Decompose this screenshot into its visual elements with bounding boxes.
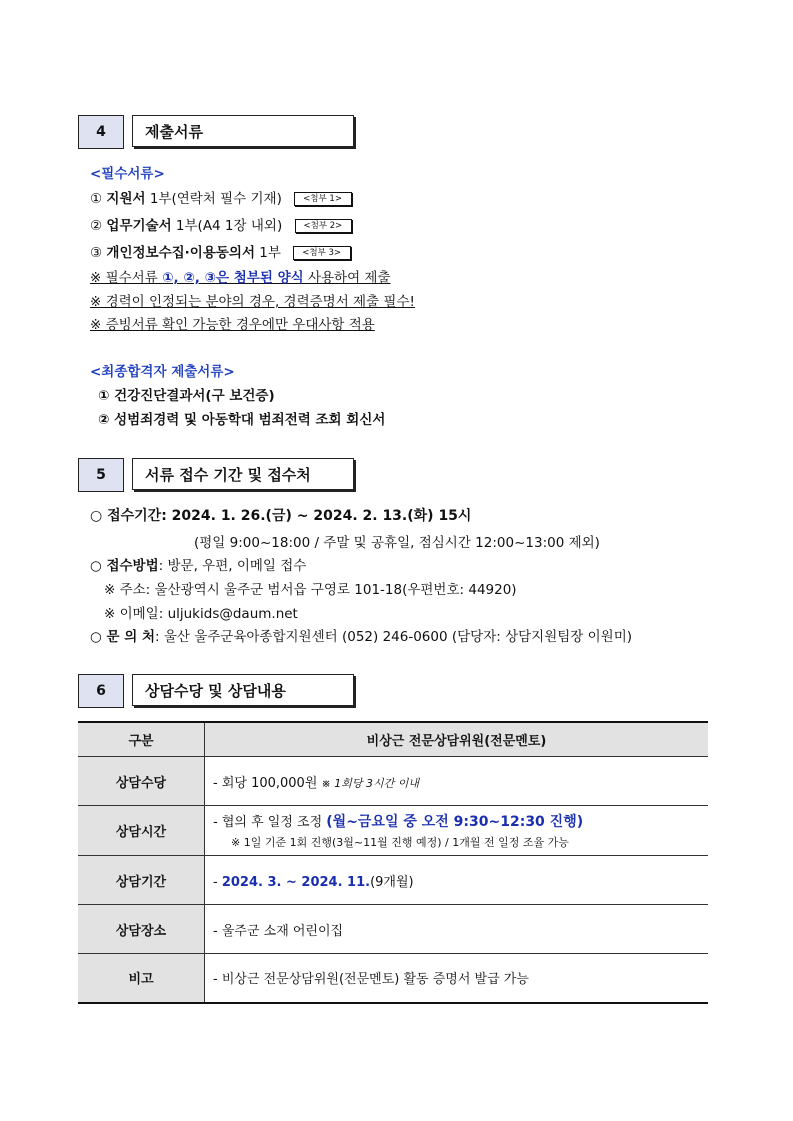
table-row (78, 905, 708, 954)
required-doc-2 (90, 214, 352, 234)
table-row (78, 856, 708, 905)
contact-line (90, 625, 632, 645)
note-text: ※ 필수서류 (90, 270, 163, 286)
time-value: - 협의 후 일정 조정 (213, 815, 327, 830)
row-label: 상담장소 (78, 905, 205, 954)
table-row (78, 757, 708, 806)
note-evidence: ※ 증빙서류 확인 가능한 경우에만 우대사항 적용 (90, 317, 375, 333)
final-doc-2: ② 성범죄경력 및 아동학대 범죄전력 조회 회신서 (98, 412, 386, 428)
row-label: 상담기간 (78, 856, 205, 905)
contact-label: ○ 문 의 처 (90, 629, 156, 645)
time-highlight: (월~금요일 중 오전 9:30~12:30 진행) (326, 814, 584, 830)
section-number: 6 (78, 674, 124, 708)
col-header-position: 비상근 전문상담위원(전문멘토) (205, 722, 709, 757)
email-line: ※ 이메일: uljukids@daum.net (104, 606, 298, 622)
period-value: : 2024. 1. 26.(금) ~ 2024. 2. 13.(화) 15시 (161, 508, 472, 524)
col-header-category: 구분 (78, 722, 205, 757)
doc-desc: 1부(A4 1장 내외) (175, 218, 283, 234)
note-career: ※ 경력이 인정되는 분야의 경우, 경력증명서 제출 필수! (90, 294, 415, 310)
row-value: - 울주군 소재 어린이집 (205, 905, 709, 954)
section-number: 5 (78, 458, 124, 492)
attachment-badge: <첨부 1> (294, 192, 352, 206)
table-row (78, 954, 708, 1003)
section-6-header (78, 674, 354, 708)
section-title: 상담수당 및 상담내용 (132, 674, 354, 706)
row-value: - 비상근 전문상담위원(전문멘토) 활동 증명서 발급 가능 (205, 954, 709, 1003)
attachment-badge: <첨부 3> (293, 246, 351, 260)
row-label: 비고 (78, 954, 205, 1003)
required-doc-3 (90, 241, 351, 261)
row-value (205, 806, 709, 856)
note-text: 사용하여 제출 (303, 270, 391, 286)
table-row (78, 806, 708, 856)
address-line: ※ 주소: 울산광역시 울주군 범서읍 구영로 101-18(우편번호: 44920) (104, 582, 517, 598)
marker: ② (90, 218, 103, 234)
attachment-badge: <첨부 2> (295, 219, 353, 233)
marker: ① (90, 191, 103, 207)
section-number: 4 (78, 115, 124, 149)
required-doc-1 (90, 187, 352, 207)
period-note: (평일 9:00~18:00 / 주말 및 공휴일, 점심시간 12:00~13:00 제외) (194, 535, 600, 551)
row-value (205, 757, 709, 806)
required-docs-heading: <필수서류> (90, 166, 165, 182)
method-value: : 방문, 우편, 이메일 접수 (158, 558, 307, 574)
note-highlight: ①, ②, ③은 첨부된 양식 (162, 270, 304, 286)
doc-name: 지원서 (106, 191, 146, 207)
row-value: - 2024. 3. ~ 2024. 11.(9개월) (205, 856, 709, 905)
row-label: 상담시간 (78, 806, 205, 856)
table-header-row (78, 722, 708, 757)
doc-desc: 1부 (259, 245, 281, 261)
row-label: 상담수당 (78, 757, 205, 806)
method-line (90, 554, 306, 574)
final-doc-1: ① 건강진단결과서(구 보건증) (98, 388, 275, 404)
period-suffix: (9개월) (370, 874, 414, 890)
doc-desc: 1부(연락처 필수 기재) (149, 191, 282, 207)
period-line (90, 505, 471, 525)
method-label: ○ 접수방법 (90, 558, 159, 574)
period-value: 2024. 3. ~ 2024. 11. (221, 874, 371, 890)
fee-note: ※ 1회당 3시간 이내 (321, 776, 419, 790)
section-title: 서류 접수 기간 및 접수처 (132, 458, 354, 490)
fee-value: - 회당 100,000원 (213, 775, 322, 791)
section-4-header (78, 115, 354, 149)
note-template (90, 266, 391, 286)
doc-name: 개인정보수집·이용동의서 (106, 245, 255, 261)
section-title: 제출서류 (132, 115, 354, 147)
time-note: ※ 1일 기준 1회 진행(3월~11월 진행 예정) / 1개월 전 일정 조율 가능 (231, 836, 569, 849)
section-5-header (78, 458, 354, 492)
period-label: ○ 접수기간 (90, 508, 162, 524)
marker: ③ (90, 245, 103, 261)
counseling-table (78, 721, 708, 1004)
contact-value: : 울산 울주군육아종합지원센터 (052) 246-0600 (담당자: 상담지원팀장 이원미) (155, 629, 633, 645)
doc-name: 업무기술서 (106, 218, 172, 234)
final-docs-heading: <최종합격자 제출서류> (90, 364, 235, 380)
